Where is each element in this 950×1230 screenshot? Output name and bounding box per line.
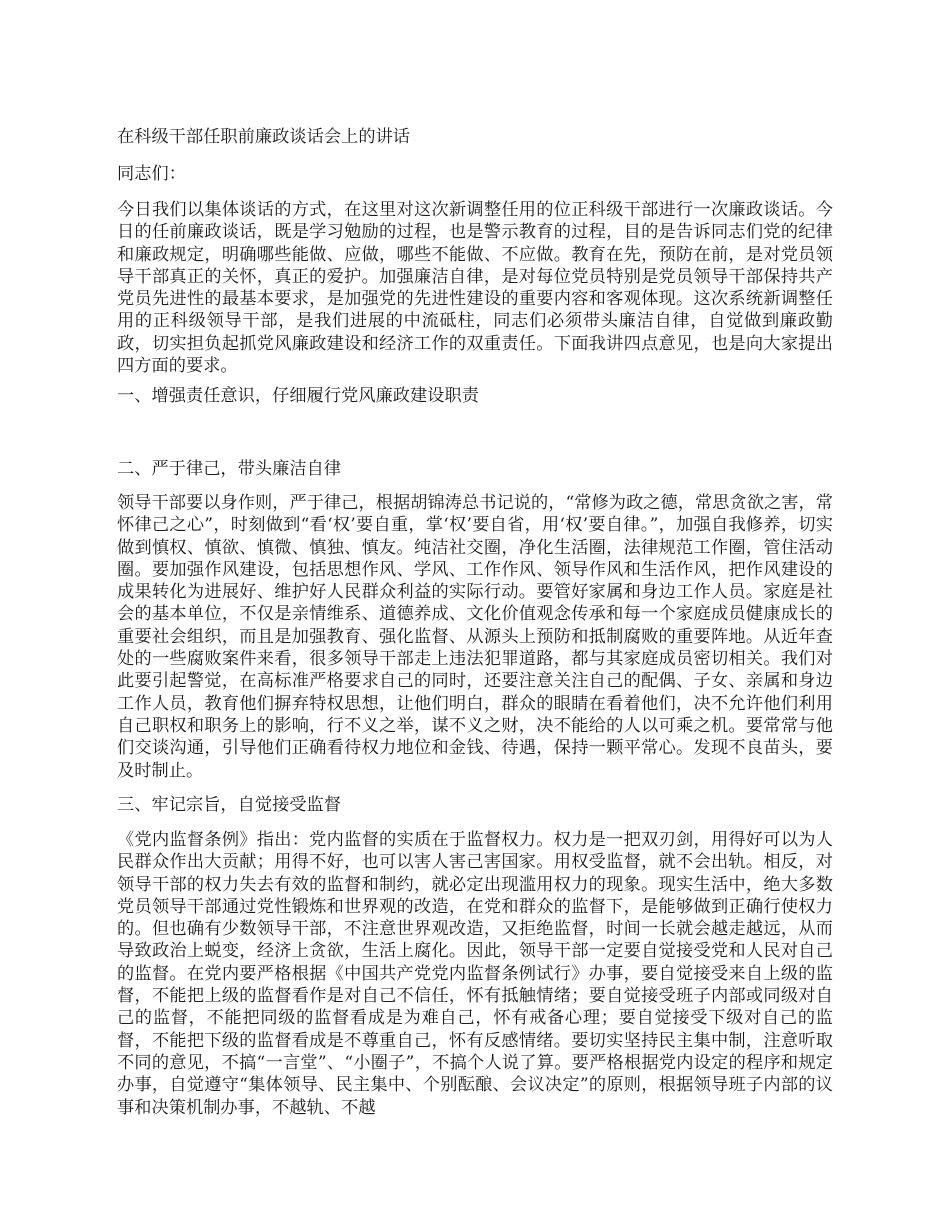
- document-title: 在科级干部任职前廉政谈话会上的讲话: [117, 127, 411, 147]
- section-1-heading: 一、增强责任意识，仔细履行党风廉政建设职责: [117, 386, 479, 406]
- section-3-heading: 三、牢记宗旨，自觉接受监督: [117, 795, 342, 815]
- section-2-heading: 二、严于律己，带头廉洁自律: [117, 459, 342, 479]
- section-2-paragraph: 领导干部要以身作则，严于律己，根据胡锦涛总书记说的，“常修为政之德，常思贪欲之害，常怀律己之心”，时刻做到“看‘权’要自重，掌‘权’要自省，用‘权’要自律。”，加强自我修养，切实做到慎权、慎欲、慎微、慎独、慎友。纯洁社交圈，净化生活圈，法律规范工作圈，管住活动圈。要加强作风建设，包括思想作风、学风、工作作风、领导作风和生活作风，把作风建设的成果转化为进展好、维护好人民群众利益的实际行动。要管好家属和身边工作人员。家庭是社会的基本单位，不仅是亲情维系、道德养成、文化价值观念传承和每一个家庭成员健康成长的重要社会组织，而且是加强教育、强化监督、从源头上预防和抵制腐败的重要阵地。从近年查处的一些腐败案件来看，很多领导干部走上违法犯罪道路，都与其家庭成员密切相关。我们对此要引起警觉，在高标准严格要求自己的同时，还要注意关注自己的配偶、子女、亲属和身边工作人员，教育他们摒弃特权思想，让他们明白，群众的眼睛在看着他们，决不允许他们利用自己职权和职务上的影响，行不义之举，谋不义之财，决不能给的人以可乘之机。要常常与他们交谈沟通，引导他们正确看待权力地位和金钱、待遇，保持一颗平常心。发现不良苗头，要及时制止。: [117, 493, 833, 781]
- intro-paragraph: 今日我们以集体谈话的方式，在这里对这次新调整任用的位正科级干部进行一次廉政谈话。今日的任前廉政谈话，既是学习勉励的过程，也是警示教育的过程，目的是告诉同志们党的纪律和廉政规定，明确哪些能做、应做，哪些不能做、不应做。教育在先，预防在前，是对党员领导干部真正的关怀，真正的爱护。加强廉洁自律，是对每位党员特别是党员领导干部保持共产党员先进性的最基本要求，是加强党的先进性建设的重要内容和客观体现。这次系统新调整任用的正科级领导干部，是我们进展的中流砥柱，同志们必须带头廉洁自律，自觉做到廉政勤政，切实担负起抓党风廉政建设和经济工作的双重责任。下面我讲四点意见，也是向大家提出四方面的要求。: [117, 200, 833, 377]
- section-3-paragraph: 《党内监督条例》指出：党内监督的实质在于监督权力。权力是一把双刃剑，用得好可以为人民群众作出大贡献；用得不好，也可以害人害己害国家。用权受监督，就不会出轨。相反，对领导干部的权力失去有效的监督和制约，就必定出现滥用权力的现象。现实生活中，绝大多数党员领导干部通过党性锻炼和世界观的改造，在党和群众的监督下，是能够做到正确行使权力的。但也确有少数领导干部，不注意世界观改造，又拒绝监督，时间一长就会越走越远，从而导致政治上蜕变，经济上贪欲，生活上腐化。因此，领导干部一定要自觉接受党和人民对自己的监督。在党内要严格根据《中国共产党党内监督条例试行》办事，要自觉接受来自上级的监督，不能把上级的监督看作是对自己不信任，怀有抵触情绪；要自觉接受班子内部或同级对自己的监督，不能把同级的监督看成是为难自己，怀有戒备心理；要自觉接受下级对自己的监督，不能把下级的监督看成是不尊重自己，怀有反感情绪。要切实坚持民主集中制，注意听取不同的意见，不搞“一言堂”、“小圈子”，不搞个人说了算。要严格根据党内设定的程序和规定办事，自觉遵守“集体领导、民主集中、个别酝酿、会议决定”的原则，根据领导班子内部的议事和决策机制办事，不越轨、不越: [117, 830, 833, 1118]
- salutation: 同志们：: [117, 164, 186, 184]
